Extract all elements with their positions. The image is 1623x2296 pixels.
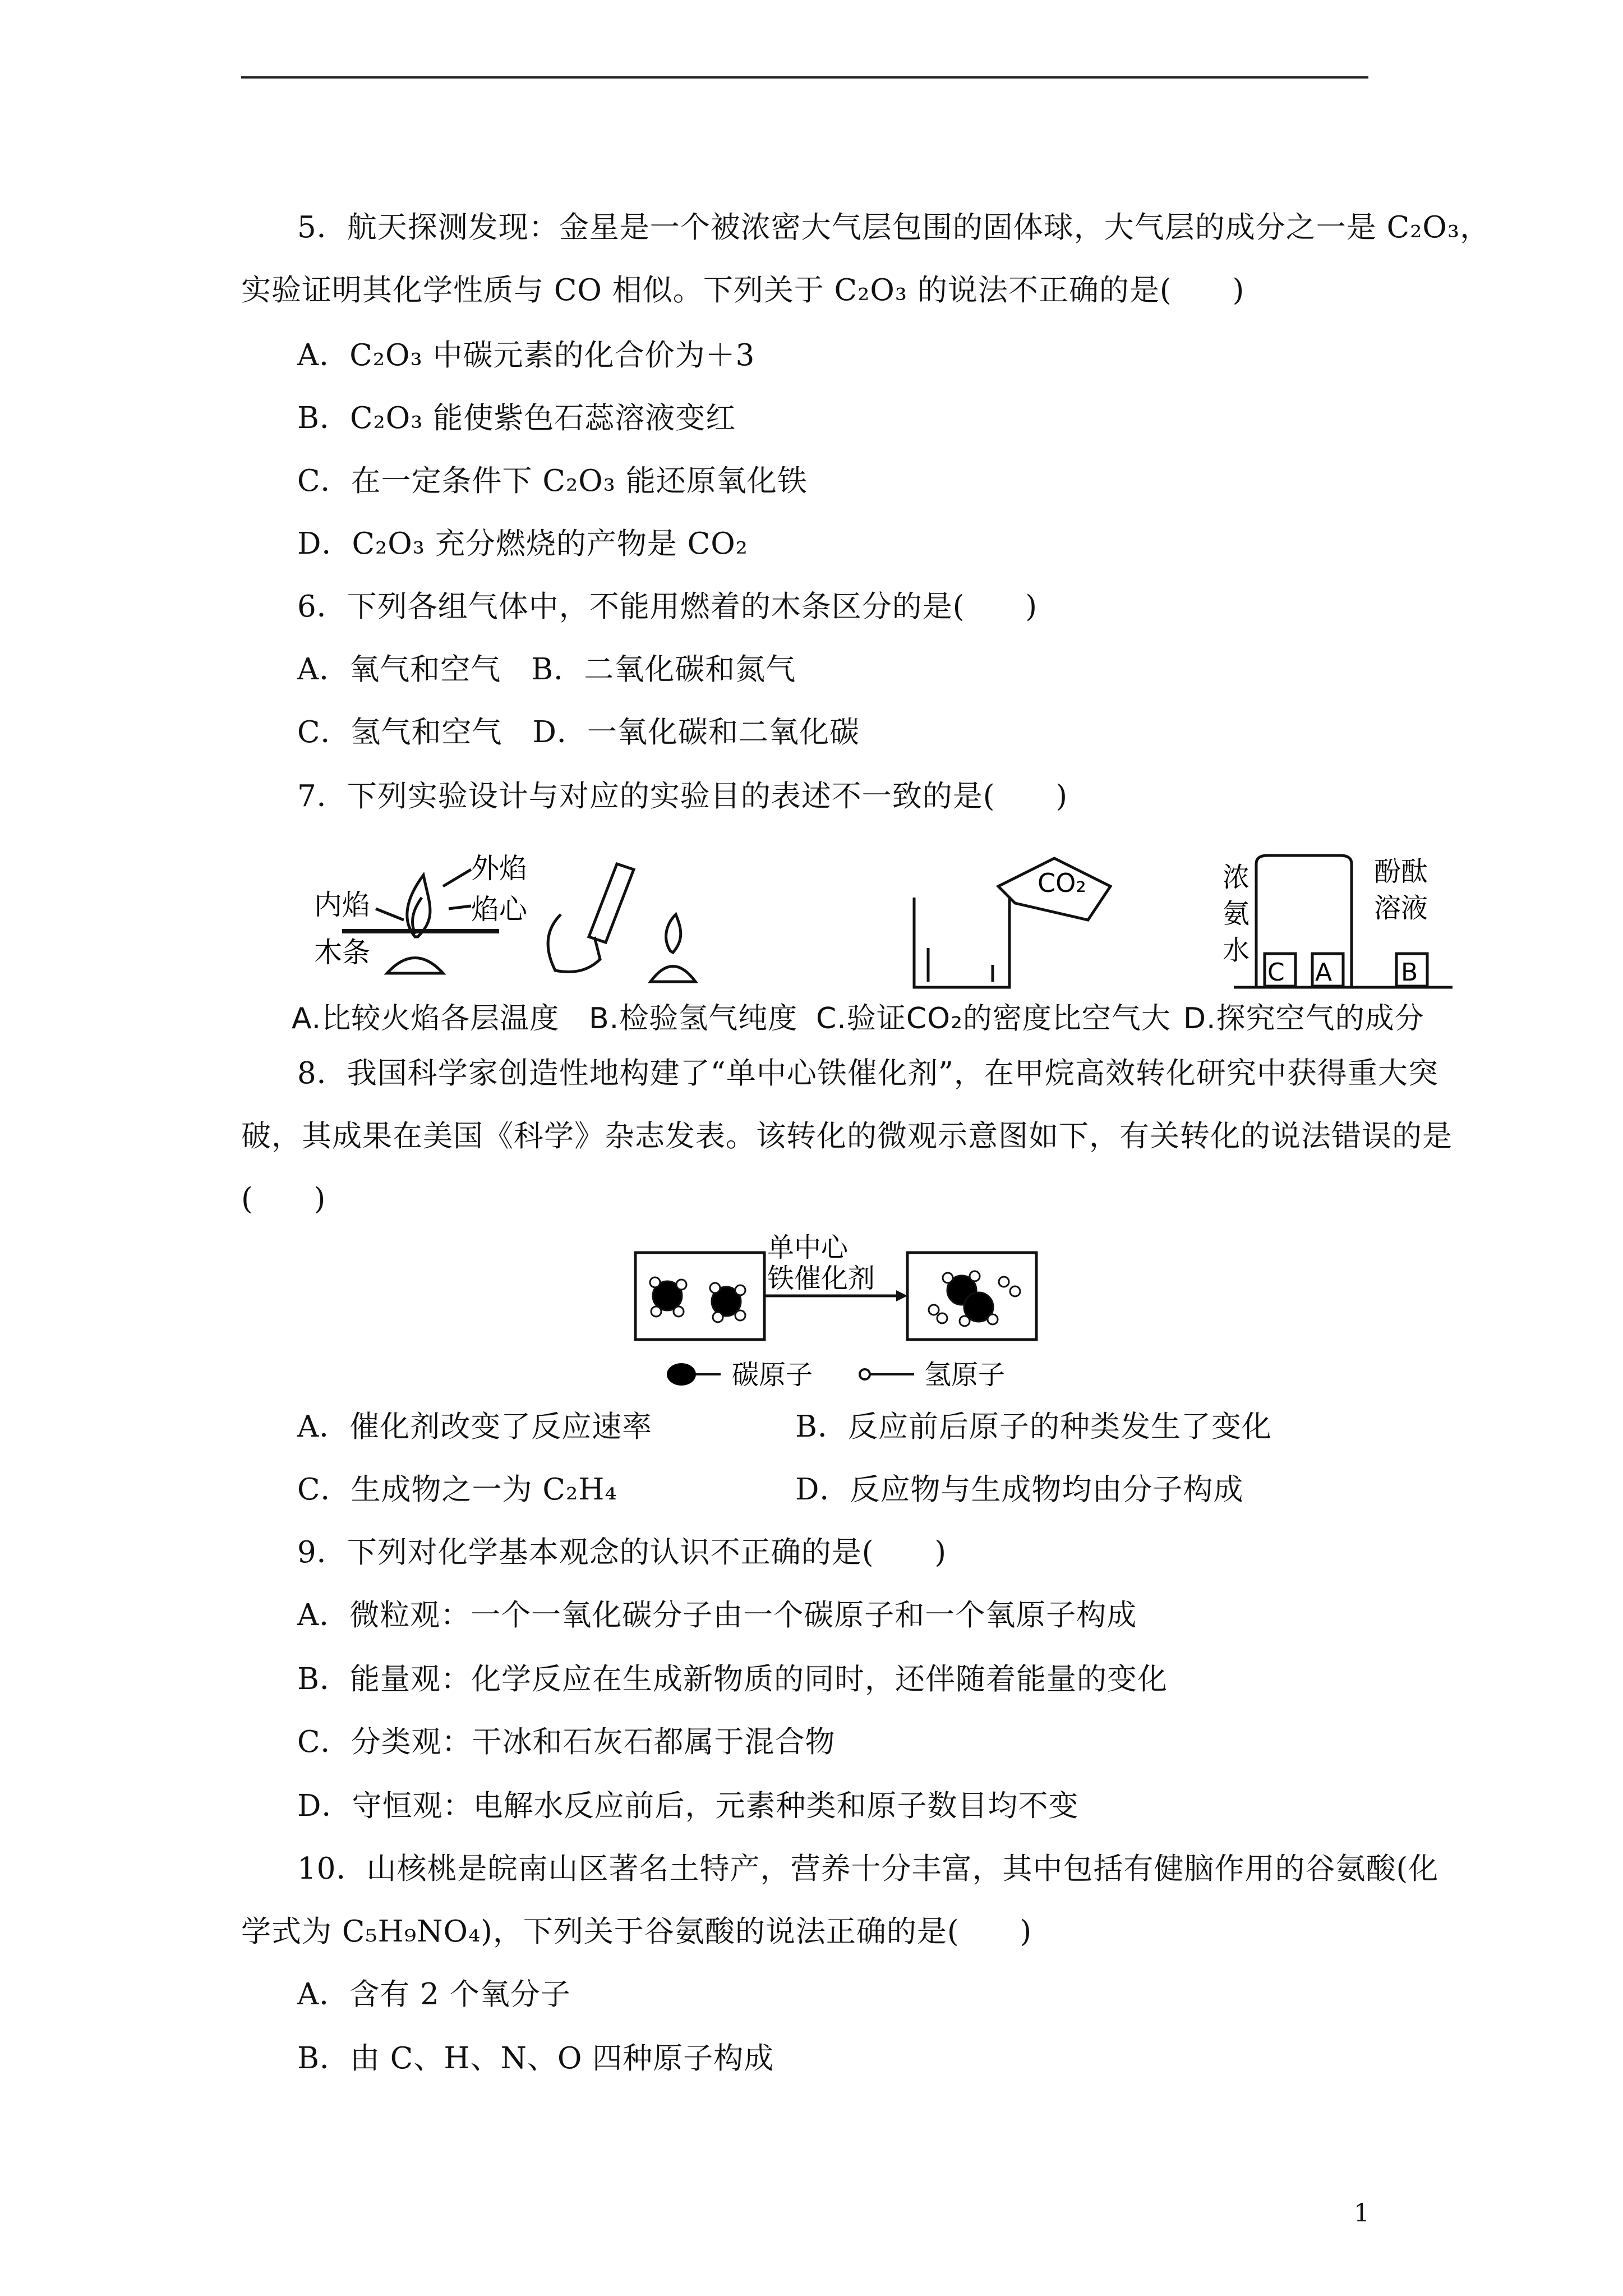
q7-caption-d: D.探究空气的成分: [1183, 1002, 1424, 1036]
carbon-atom-legend-icon: [667, 1363, 696, 1386]
label-wood-stick: 木条: [314, 936, 370, 969]
ethylene-molecule: [943, 1271, 998, 1326]
hydrogen-molecule-1: [929, 1305, 947, 1323]
q7-caption-b: B.检验氢气纯度: [589, 1002, 798, 1036]
q8-stem-line2: 破，其成果在美国《科学》杂志发表。该转化的微观示意图如下，有关转化的说法错误的是: [241, 1119, 1453, 1153]
label-co2-bottle: CO₂: [1038, 868, 1086, 898]
q6-stem: 6．下列各组气体中，不能用燃着的木条区分的是( ): [297, 590, 1038, 624]
q8-option-c: C．生成物之一为 C₂H₄: [297, 1473, 617, 1507]
q7-caption-a: A.比较火焰各层温度: [292, 1002, 560, 1036]
q10-stem-line1: 10．山核桃是皖南山区著名土特产，营养十分丰富，其中包括有健脑作用的谷氨酸(化: [297, 1852, 1439, 1886]
label-phenolphthalein-1: 酚酞: [1374, 856, 1428, 887]
methane-molecule-2: [710, 1283, 745, 1322]
q6-options-cd: C．氢气和空气 D．一氧化碳和二氧化碳: [297, 715, 860, 749]
q5-option-d: D．C₂O₃ 充分燃烧的产物是 CO₂: [297, 527, 748, 561]
methane-molecule-1: [650, 1277, 686, 1317]
q8-micro-diagram: [628, 1228, 1054, 1397]
header-rule: [241, 76, 1368, 79]
q8-stem-line3: ( ): [241, 1182, 326, 1216]
q9-stem: 9．下列对化学基本观念的认识不正确的是( ): [297, 1535, 947, 1570]
legend-carbon: 碳原子: [732, 1359, 813, 1391]
q9-option-d: D．守恒观：电解水反应前后，元素种类和原子数目均不变: [297, 1789, 1079, 1823]
label-outer-flame: 外焰: [471, 853, 527, 885]
q8-stem-line1: 8．我国科学家创造性地构建了“单中心铁催化剂”，在甲烷高效转化研究中获得重大突: [297, 1056, 1438, 1091]
q10-stem-line2: 学式为 C₅H₉NO₄)，下列关于谷氨酸的说法正确的是( ): [241, 1915, 1032, 1949]
q5-option-b: B．C₂O₃ 能使紫色石蕊溶液变红: [297, 401, 736, 435]
q7-figure: [303, 853, 1469, 999]
q5-option-a: A．C₂O₃ 中碳元素的化合价为＋3: [297, 338, 755, 372]
q5-stem-line2: 实验证明其化学性质与 CO 相似。下列关于 C₂O₃ 的说法不正确的是( ): [241, 273, 1245, 307]
label-phenolphthalein-2: 溶液: [1374, 892, 1428, 924]
beaker-label-c: C: [1267, 958, 1285, 987]
q8-option-b: B．反应前后原子的种类发生了变化: [795, 1410, 1272, 1444]
q7-caption-c: C.验证CO₂的密度比空气大: [816, 1002, 1171, 1036]
test-tube-hand-b: [548, 864, 695, 982]
q10-option-a: A．含有 2 个氧分子: [297, 1977, 571, 2012]
label-flame-core: 焰心: [471, 893, 527, 926]
q6-options-ab: A．氧气和空气 B．二氧化碳和氮气: [297, 652, 796, 687]
label-ammonia-3: 水: [1223, 935, 1250, 966]
q5-stem-line1: 5．航天探测发现：金星是一个被浓密大气层包围的固体球，大气层的成分之一是 C₂O₃，: [297, 210, 1491, 245]
q9-option-a: A．微粒观：一个一氧化碳分子由一个碳原子和一个氧原子构成: [297, 1598, 1137, 1632]
catalyst-label-1: 单中心: [767, 1232, 849, 1263]
label-ammonia-2: 氨: [1223, 898, 1250, 930]
page-number: 1: [1354, 2199, 1370, 2228]
q10-option-b: B．由 C、H、N、O 四种原子构成: [297, 2041, 774, 2076]
q8-option-a: A．催化剂改变了反应速率: [297, 1410, 653, 1444]
q7-stem: 7．下列实验设计与对应的实验目的表述不一致的是( ): [297, 779, 1068, 813]
beaker-label-a: A: [1315, 958, 1332, 987]
q9-option-b: B．能量观：化学反应在生成新物质的同时，还伴随着能量的变化: [297, 1662, 1168, 1696]
q9-option-c: C．分类观：干冰和石灰石都属于混合物: [297, 1725, 836, 1759]
legend-hydrogen: 氢原子: [924, 1359, 1006, 1391]
label-inner-flame: 内焰: [314, 889, 370, 921]
q5-option-c: C．在一定条件下 C₂O₃ 能还原氧化铁: [297, 464, 808, 498]
hydrogen-molecule-2: [999, 1277, 1020, 1296]
catalyst-label-2: 铁催化剂: [767, 1263, 875, 1294]
beaker-label-b: B: [1401, 958, 1418, 987]
q8-option-d: D．反应物与生成物均由分子构成: [795, 1473, 1244, 1507]
label-ammonia-1: 浓: [1223, 862, 1250, 893]
hydrogen-atom-legend-icon: [860, 1369, 870, 1379]
